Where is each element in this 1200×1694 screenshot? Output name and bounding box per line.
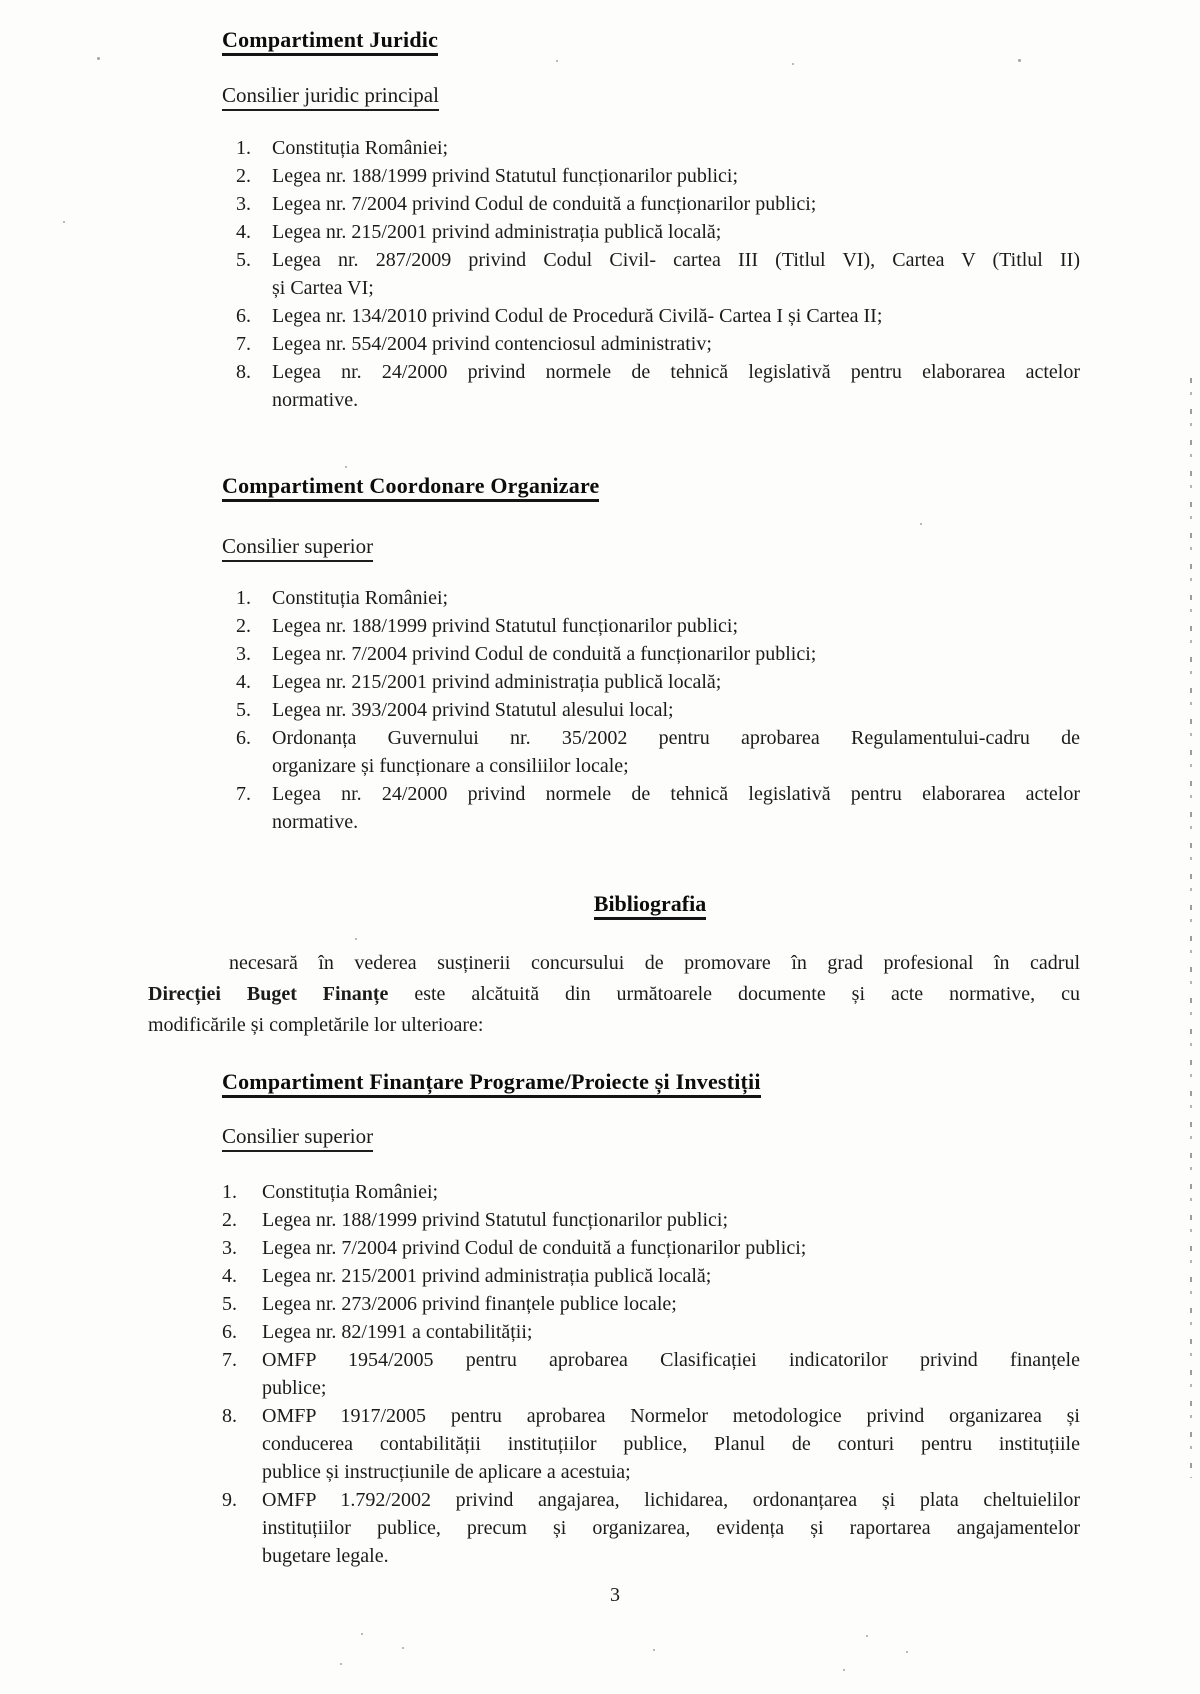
list-item-line: Legea nr. 215/2001 privind administrația publică locală;: [272, 221, 722, 243]
list-item: [222, 1234, 1080, 1262]
list-item-line: Legea nr. 215/2001 privind administrația publică locală;: [272, 671, 722, 693]
scan-dot: [345, 466, 347, 468]
scan-dot: [792, 63, 794, 65]
subheading-consilier-superior-1: Consilier superior: [222, 532, 1200, 560]
list-item: [222, 1262, 1080, 1290]
list-item: [236, 134, 1080, 162]
list-item-number: 9.: [222, 1489, 237, 1511]
list-item-number: 5.: [236, 249, 251, 271]
list-item-line: Legea nr. 24/2000 privind normele de tehnică legislativă pentru elaborarea actelor: [272, 361, 1080, 383]
list-item: [222, 1346, 1080, 1402]
list-item-number: 1.: [222, 1181, 237, 1203]
scan-dot: [556, 60, 558, 62]
list-item-line: Legea nr. 188/1999 privind Statutul funcționarilor publici;: [262, 1209, 729, 1231]
list-item: [236, 246, 1080, 302]
list-item: [222, 1486, 1080, 1570]
list-item-number: 1.: [236, 137, 251, 159]
list-item: [236, 780, 1080, 836]
paragraph-line: [148, 948, 1080, 979]
list-item-line: Legea nr. 82/1991 a contabilității;: [262, 1321, 533, 1343]
list-item-number: 4.: [236, 221, 251, 243]
list-item-line: OMFP 1917/2005 pentru aprobarea Normelor metodologice privind organizarea și: [262, 1405, 1080, 1427]
scan-dot: [402, 1647, 404, 1649]
scan-dot: [653, 1649, 655, 1651]
law-list-coordonare: [236, 584, 1080, 836]
list-item-line: OMFP 1.792/2002 privind angajarea, lichidarea, ordonanțarea și plata cheltuielilor: [262, 1489, 1080, 1511]
list-item-line: Legea nr. 287/2009 privind Codul Civil- cartea III (Titlul VI), Cartea V (Titlul II): [272, 249, 1080, 271]
scan-dot: [355, 938, 357, 940]
list-item-number: 7.: [236, 333, 251, 355]
scan-dot: [97, 57, 100, 60]
list-item: [236, 218, 1080, 246]
list-item-number: 6.: [236, 727, 251, 749]
list-item-line: Legea nr. 7/2004 privind Codul de conduită a funcționarilor publici;: [272, 193, 817, 215]
list-item: [222, 1206, 1080, 1234]
subheading-consilier-superior-2: Consilier superior: [222, 1122, 1200, 1150]
list-item-number: 3.: [222, 1237, 237, 1259]
list-item-line: Legea nr. 393/2004 privind Statutul alesului local;: [272, 699, 674, 721]
section-heading-coordonare: [222, 472, 1200, 500]
list-item: [222, 1290, 1080, 1318]
list-item: [236, 358, 1080, 414]
list-item-number: 7.: [222, 1349, 237, 1371]
list-item: [236, 640, 1080, 668]
section-heading-finantare-text: Compartiment Finanțare Programe/Proiecte și Investiții: [222, 1069, 761, 1098]
list-item-line: Legea nr. 188/1999 privind Statutul funcționarilor publici;: [272, 165, 739, 187]
bibliografia-paragraph: [148, 948, 1080, 1041]
list-item-line: Legea nr. 24/2000 privind normele de tehnică legislativă pentru elaborarea actelor: [272, 783, 1080, 805]
list-item-number: 2.: [236, 165, 251, 187]
list-item-line: și Cartea VI;: [272, 277, 374, 299]
paragraph-line: [148, 1010, 1080, 1041]
paragraph-line: [148, 979, 1080, 1010]
list-item-number: 2.: [236, 615, 251, 637]
list-item-line: publice;: [262, 1377, 327, 1399]
list-item-line: Legea nr. 273/2006 privind finanțele publice locale;: [262, 1293, 677, 1315]
list-item: [236, 724, 1080, 780]
list-item-line: normative.: [272, 389, 359, 411]
list-item: [236, 302, 1080, 330]
list-item: [236, 190, 1080, 218]
scan-dot: [843, 1669, 845, 1671]
list-item-line: conducerea contabilității instituțiilor publice, Planul de conturi pentru instituțiile: [262, 1433, 1080, 1455]
paragraph-text: necesară în vederea susținerii concursului de promovare în grad profesional în cadrul: [229, 952, 1080, 974]
scan-dot: [340, 1663, 342, 1665]
paragraph-text: este alcătuită din următoarele documente și acte normative, cu: [388, 983, 1080, 1005]
list-item: [236, 330, 1080, 358]
scan-edge-dashed-line: [1190, 378, 1192, 1478]
scan-dot: [361, 1633, 363, 1635]
list-item-number: 7.: [236, 783, 251, 805]
scan-dot: [920, 523, 922, 525]
list-item-number: 6.: [236, 305, 251, 327]
list-item-line: Legea nr. 7/2004 privind Codul de conduită a funcționarilor publici;: [272, 643, 817, 665]
list-item: [222, 1318, 1080, 1346]
section-heading-juridic: [222, 26, 1200, 54]
list-item: [222, 1178, 1080, 1206]
list-item-line: publice și instrucțiunile de aplicare a acestuia;: [262, 1461, 631, 1483]
law-list-juridic: [236, 134, 1080, 414]
list-item-line: bugetare legale.: [262, 1545, 389, 1567]
law-list-finantare: [222, 1178, 1080, 1570]
list-item-line: Constituția României;: [272, 587, 449, 609]
scan-dot: [906, 1651, 908, 1653]
list-item-number: 4.: [222, 1265, 237, 1287]
paragraph-bold-text: Direcției Buget Finanțe: [148, 983, 389, 1005]
scan-dot: [63, 221, 65, 223]
list-item-line: organizare și funcționare a consiliilor locale;: [272, 755, 629, 777]
section-heading-coordonare-text: Compartiment Coordonare Organizare: [222, 473, 599, 502]
scan-dot: [1018, 59, 1021, 62]
list-item-number: 2.: [222, 1209, 237, 1231]
section-heading-finantare: [222, 1068, 1200, 1096]
list-item: [222, 1402, 1080, 1486]
list-item-line: instituțiilor publice, precum și organizarea, evidența și raportarea angajamentelor: [262, 1517, 1080, 1539]
list-item-line: Legea nr. 7/2004 privind Codul de conduită a funcționarilor publici;: [262, 1237, 807, 1259]
list-item-number: 5.: [222, 1293, 237, 1315]
list-item-line: Legea nr. 188/1999 privind Statutul funcționarilor publici;: [272, 615, 739, 637]
list-item-line: OMFP 1954/2005 pentru aprobarea Clasificației indicatorilor privind finanțele: [262, 1349, 1080, 1371]
list-item-line: Constituția României;: [262, 1181, 439, 1203]
list-item: [236, 162, 1080, 190]
page-number: 3: [610, 1584, 620, 1606]
list-item: [236, 584, 1080, 612]
list-item-number: 3.: [236, 193, 251, 215]
list-item: [236, 696, 1080, 724]
list-item-line: normative.: [272, 811, 359, 833]
list-item-number: 5.: [236, 699, 251, 721]
section-heading-juridic-text: Compartiment Juridic: [222, 27, 438, 56]
scan-dot: [866, 1635, 868, 1637]
list-item-line: Legea nr. 215/2001 privind administrația publică locală;: [262, 1265, 712, 1287]
list-item-line: Legea nr. 134/2010 privind Codul de Procedură Civilă- Cartea I și Cartea II;: [272, 305, 883, 327]
list-item-number: 1.: [236, 587, 251, 609]
subheading-consilier-juridic-principal: Consilier juridic principal: [222, 81, 1200, 109]
list-item: [236, 612, 1080, 640]
list-item-line: Constituția României;: [272, 137, 449, 159]
list-item-number: 4.: [236, 671, 251, 693]
list-item-number: 8.: [236, 361, 251, 383]
list-item-number: 3.: [236, 643, 251, 665]
list-item-line: Legea nr. 554/2004 privind contenciosul administrativ;: [272, 333, 712, 355]
list-item-number: 8.: [222, 1405, 237, 1427]
paragraph-text: modificările și completările lor ulterioare:: [148, 1014, 484, 1036]
list-item: [236, 668, 1080, 696]
list-item-number: 6.: [222, 1321, 237, 1343]
list-item-line: Ordonanța Guvernului nr. 35/2002 pentru aprobarea Regulamentului-cadru de: [272, 727, 1080, 749]
bibliografia-title: Bibliografia: [100, 890, 1200, 918]
